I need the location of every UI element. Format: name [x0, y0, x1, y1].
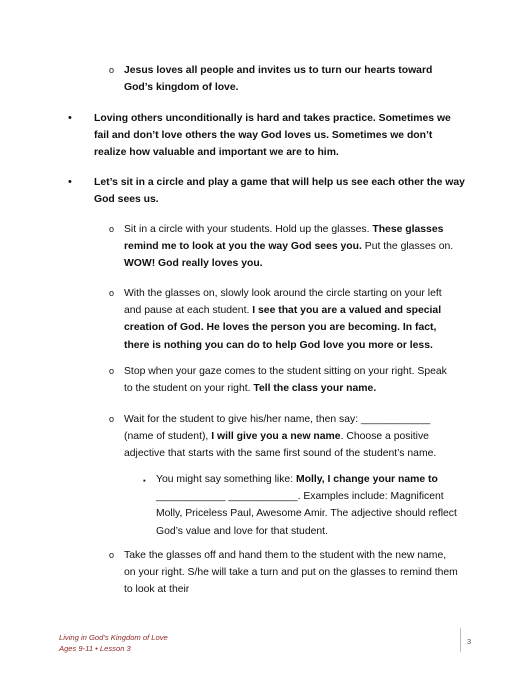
- sub-bullet-new-name: [109, 411, 458, 463]
- bold-text: These glasses remind me to look at you the way God sees you.: [124, 224, 444, 253]
- text-run: Wait for the student to give his/her name, then say: ____________ (name of student),: [124, 414, 431, 443]
- sub-bullet-jesus-loves: [109, 62, 459, 96]
- square-bullet-icon: ▪: [143, 476, 146, 485]
- bold-text: Jesus loves all people and invites us to turn our hearts toward God’s kingdom of love.: [124, 65, 433, 94]
- hollow-circle-bullet-icon: o: [109, 550, 115, 560]
- bold-text: Let’s sit in a circle and play a game that will help us see each other the way God sees us.: [94, 177, 465, 206]
- sub-bullet-look-around: [109, 285, 458, 354]
- hollow-circle-bullet-icon: o: [109, 288, 115, 298]
- sub-bullet-hold-up-glasses: [109, 221, 458, 273]
- hollow-circle-bullet-icon: o: [109, 65, 115, 75]
- sub-bullet-stop-gaze: [109, 363, 458, 397]
- text-run: Take the glasses off and hand them to the student with the new name, on your right. S/he will take a turn and put on the glasses to remind them to look at their: [124, 550, 458, 596]
- footer-course-info: [59, 632, 168, 654]
- footer-title: Living in God’s Kingdom of Love: [59, 633, 168, 642]
- text-run: Sit in a circle with your students. Hold up the glasses.: [124, 224, 373, 235]
- bullet-dot-icon: •: [68, 112, 72, 124]
- bullet-loving-others: [68, 110, 466, 162]
- bullet-dot-icon: •: [68, 176, 72, 188]
- text-run: Put the glasses on.: [361, 241, 454, 253]
- bold-text: I see that you are a valued and special creation of God. He loves the person you are becoming. In fact, there is nothing you can do to help God love you more or less.: [124, 305, 442, 351]
- square-bullet-example: [143, 471, 458, 540]
- page-number: 3: [467, 637, 472, 646]
- text-run: With the glasses on, slowly look around the circle starting on your left and pause at each student.: [124, 288, 442, 317]
- bold-text: Loving others unconditionally is hard and takes practice. Sometimes we fail and don’t love others the way God loves us. Sometimes we don’t realize how valuable and important we are to him.: [94, 113, 451, 159]
- bullet-sit-in-circle: [68, 174, 466, 208]
- bold-text: Tell the class your name.: [253, 383, 377, 395]
- hollow-circle-bullet-icon: o: [109, 414, 115, 424]
- text-run: Stop when your gaze comes to the student sitting on your right. Speak to the student on your right.: [124, 366, 447, 395]
- footer-lesson: Ages 9-11 • Lesson 3: [59, 644, 131, 653]
- text-run: . Choose a positive adjective that starts with the same first sound of the student’s name.: [124, 431, 437, 460]
- bold-text: Molly, I change your name to: [295, 474, 438, 485]
- hollow-circle-bullet-icon: o: [109, 224, 115, 234]
- footer-divider: [460, 628, 461, 652]
- text-run: You might say something like:: [156, 474, 296, 485]
- bold-text: WOW! God really loves you.: [124, 258, 263, 270]
- sub-bullet-hand-glasses: [109, 547, 458, 599]
- hollow-circle-bullet-icon: o: [109, 366, 115, 376]
- text-run: ____________ ____________. Examples include: Magnificent Molly, Priceless Paul, Awesome Amir. The adjective should reflect God’s value and love for that student.: [156, 491, 457, 537]
- bold-text: I will give you a new name: [211, 431, 341, 443]
